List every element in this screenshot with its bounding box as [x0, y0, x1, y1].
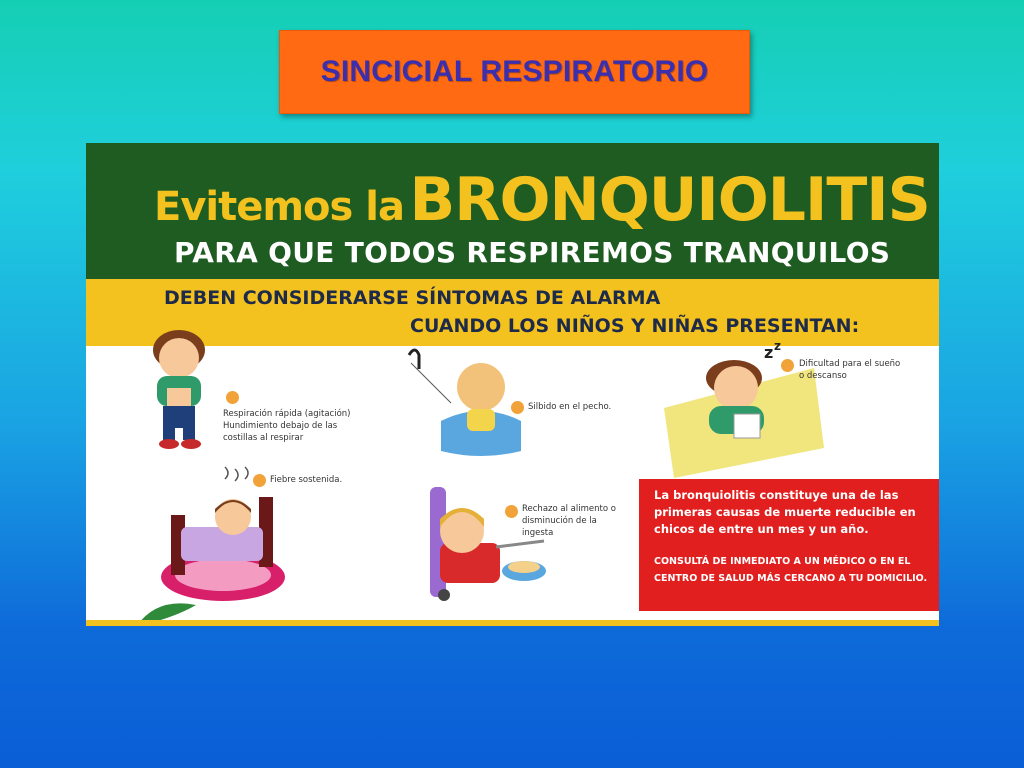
fever-bed-illustration	[161, 465, 296, 605]
alarm-band-line2: CUANDO LOS NIÑOS Y NIÑAS PRESENTAN:	[410, 315, 860, 337]
alarm-band-line1: DEBEN CONSIDERARSE SÍNTOMAS DE ALARMA	[164, 287, 661, 309]
bullet-dot	[511, 401, 524, 414]
alert-mortality-text: La bronquiolitis constituye una de las primeras causas de muerte reducible en chicos de entre un mes y un año.	[654, 488, 916, 536]
headline-main: BRONQUIOLITIS	[409, 165, 930, 235]
slide-title-box	[279, 30, 750, 114]
svg-text:z: z	[764, 343, 774, 362]
symptom-fever-caption: Fiebre sostenida.	[270, 475, 343, 485]
slide-title: SINCICIAL RESPIRATORIO	[320, 55, 709, 88]
bullet-dot	[253, 474, 266, 487]
child-breathing-illustration	[141, 328, 221, 453]
bronquiolitis-poster	[86, 143, 939, 626]
bullet-dot	[781, 359, 794, 372]
poster-headline	[154, 165, 930, 235]
symptom-sleep-caption: Dificultad para el sueño o descanso	[799, 359, 901, 381]
svg-text:z: z	[774, 339, 781, 353]
symptom-food-caption: Rechazo al alimento o disminución de la ingesta	[522, 504, 616, 538]
headline-prefix: Evitemos la	[154, 184, 404, 230]
poster-bottom-strip	[86, 620, 939, 626]
bullet-dot	[226, 391, 239, 404]
symptom-wheeze-caption: Silbido en el pecho.	[528, 402, 612, 412]
baby-wheeze-illustration	[401, 333, 521, 458]
mortality-alert-box	[639, 479, 939, 611]
baby-food-refusal-illustration	[426, 483, 566, 603]
poster-subheadline: PARA QUE TODOS RESPIREMOS TRANQUILOS	[174, 236, 891, 269]
symptom-breathing-caption: Respiración rápida (agitación) Hundimiento debajo de las costillas al respirar	[223, 409, 351, 443]
bullet-dot	[505, 505, 518, 518]
poster-header	[86, 143, 939, 279]
alert-consult-text: CONSULTÁ DE INMEDIATO A UN MÉDICO O EN EL CENTRO DE SALUD MÁS CERCANO A TU DOMICILIO.	[654, 556, 928, 584]
